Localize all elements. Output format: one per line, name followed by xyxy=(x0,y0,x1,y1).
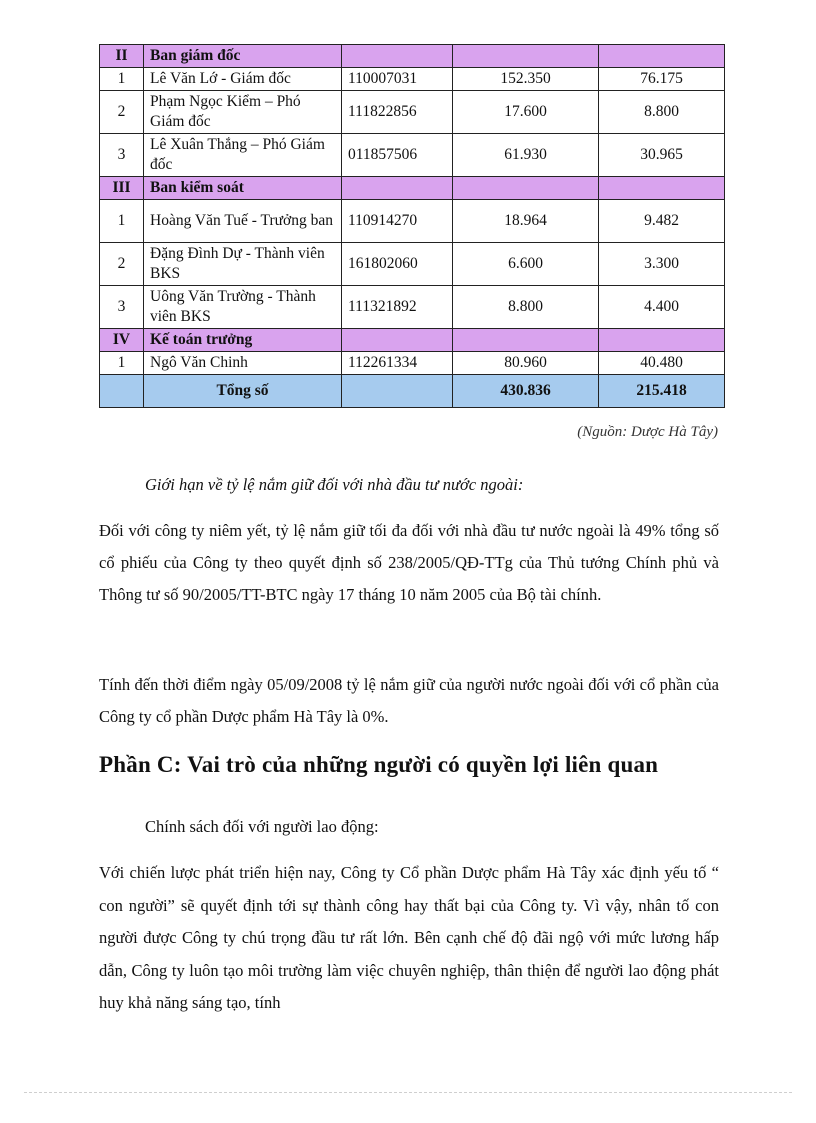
table-total-row xyxy=(100,375,725,408)
half-share-count: 8.800 xyxy=(599,91,725,134)
share-count: 17.600 xyxy=(453,91,599,134)
half-share-count: 40.480 xyxy=(599,352,725,375)
row-number: 1 xyxy=(100,352,144,375)
section-title: Ban kiểm soát xyxy=(144,177,342,200)
table-row xyxy=(100,200,725,243)
labor-policy-paragraph: Với chiến lược phát triển hiện nay, Công ty Cổ phần Dược phẩm Hà Tây xác định yếu tố “ con người” sẽ quyết định tới sự thành công hay thất bại của Công ty. Vì vậy, nhân tố con người được Công ty chú trọng đầu tư rất lớn. Bên cạnh chế độ đãi ngộ với mức lương hấp dẫn, Công ty luôn tạo môi trường làm việc chuyên nghiệp, thân thiện để người lao động phát huy khả năng sáng tạo, tính xyxy=(99,863,719,1012)
total-shares: 430.836 xyxy=(453,375,599,408)
member-name: Uông Văn Trường - Thành viên BKS xyxy=(144,286,342,329)
half-share-count: 76.175 xyxy=(599,68,725,91)
id-number: 110914270 xyxy=(342,200,453,243)
section-number: IV xyxy=(100,329,144,352)
half-share-count: 4.400 xyxy=(599,286,725,329)
table-row xyxy=(100,286,725,329)
empty-cell xyxy=(342,45,453,68)
empty-cell xyxy=(342,177,453,200)
section-number: II xyxy=(100,45,144,68)
foreign-ratio-paragraph: Tính đến thời điểm ngày 05/09/2008 tỷ lệ nắm giữ của người nước ngoài đối với cổ phần của Công ty cổ phần Dược phẩm Hà Tây là 0%. xyxy=(99,675,719,726)
row-number: 3 xyxy=(100,134,144,177)
page-footer-line xyxy=(24,1092,792,1093)
row-number: 1 xyxy=(100,68,144,91)
member-name: Phạm Ngọc Kiểm – Phó Giám đốc xyxy=(144,91,342,134)
empty-cell xyxy=(599,177,725,200)
id-number: 111822856 xyxy=(342,91,453,134)
table-body xyxy=(100,45,725,408)
id-number: 112261334 xyxy=(342,352,453,375)
table-section-row xyxy=(100,177,725,200)
table-section-row xyxy=(100,329,725,352)
empty-cell xyxy=(599,45,725,68)
share-count: 61.930 xyxy=(453,134,599,177)
labor-policy-title: Chính sách đối với người lao động: xyxy=(145,817,379,836)
share-count: 6.600 xyxy=(453,243,599,286)
empty-cell xyxy=(342,375,453,408)
empty-cell xyxy=(100,375,144,408)
id-number: 161802060 xyxy=(342,243,453,286)
shareholder-table xyxy=(99,44,725,408)
table-section-row xyxy=(100,45,725,68)
half-share-count: 3.300 xyxy=(599,243,725,286)
table-row xyxy=(100,352,725,375)
section-number: III xyxy=(100,177,144,200)
half-share-count: 30.965 xyxy=(599,134,725,177)
table-row xyxy=(100,134,725,177)
section-title: Kế toán trưởng xyxy=(144,329,342,352)
empty-cell xyxy=(599,329,725,352)
total-label: Tổng số xyxy=(144,375,342,408)
member-name: Hoàng Văn Tuế - Trưởng ban xyxy=(144,200,342,243)
row-number: 1 xyxy=(100,200,144,243)
share-count: 8.800 xyxy=(453,286,599,329)
share-count: 80.960 xyxy=(453,352,599,375)
empty-cell xyxy=(453,45,599,68)
empty-cell xyxy=(453,329,599,352)
section-heading: Phần C: Vai trò của những người có quyền lợi liên quan xyxy=(99,752,659,777)
member-name: Ngô Văn Chinh xyxy=(144,352,342,375)
half-share-count: 9.482 xyxy=(599,200,725,243)
section-title: Ban giám đốc xyxy=(144,45,342,68)
id-number: 011857506 xyxy=(342,134,453,177)
foreign-limit-paragraph: Đối với công ty niêm yết, tỷ lệ nắm giữ tối đa đối với nhà đầu tư nước ngoài là 49% tổng số cổ phiếu của Công ty theo quyết định số 238/2005/QĐ-TTg của Thủ tướng Chính phủ và Thông tư số 90/2005/TT-BTC ngày 17 tháng 10 năm 2005 của Bộ tài chính. xyxy=(99,521,719,604)
member-name: Lê Văn Lớ - Giám đốc xyxy=(144,68,342,91)
empty-cell xyxy=(342,329,453,352)
table-row xyxy=(100,91,725,134)
row-number: 3 xyxy=(100,286,144,329)
member-name: Lê Xuân Thắng – Phó Giám đốc xyxy=(144,134,342,177)
row-number: 2 xyxy=(100,243,144,286)
empty-cell xyxy=(453,177,599,200)
id-number: 110007031 xyxy=(342,68,453,91)
total-half-shares: 215.418 xyxy=(599,375,725,408)
source-note: (Nguồn: Dược Hà Tây) xyxy=(577,424,718,440)
foreign-limit-title: Giới hạn về tỷ lệ nắm giữ đối với nhà đầu tư nước ngoài: xyxy=(145,475,524,494)
member-name: Đặng Đình Dự - Thành viên BKS xyxy=(144,243,342,286)
id-number: 111321892 xyxy=(342,286,453,329)
row-number: 2 xyxy=(100,91,144,134)
share-count: 152.350 xyxy=(453,68,599,91)
table-row xyxy=(100,68,725,91)
table-row xyxy=(100,243,725,286)
share-count: 18.964 xyxy=(453,200,599,243)
